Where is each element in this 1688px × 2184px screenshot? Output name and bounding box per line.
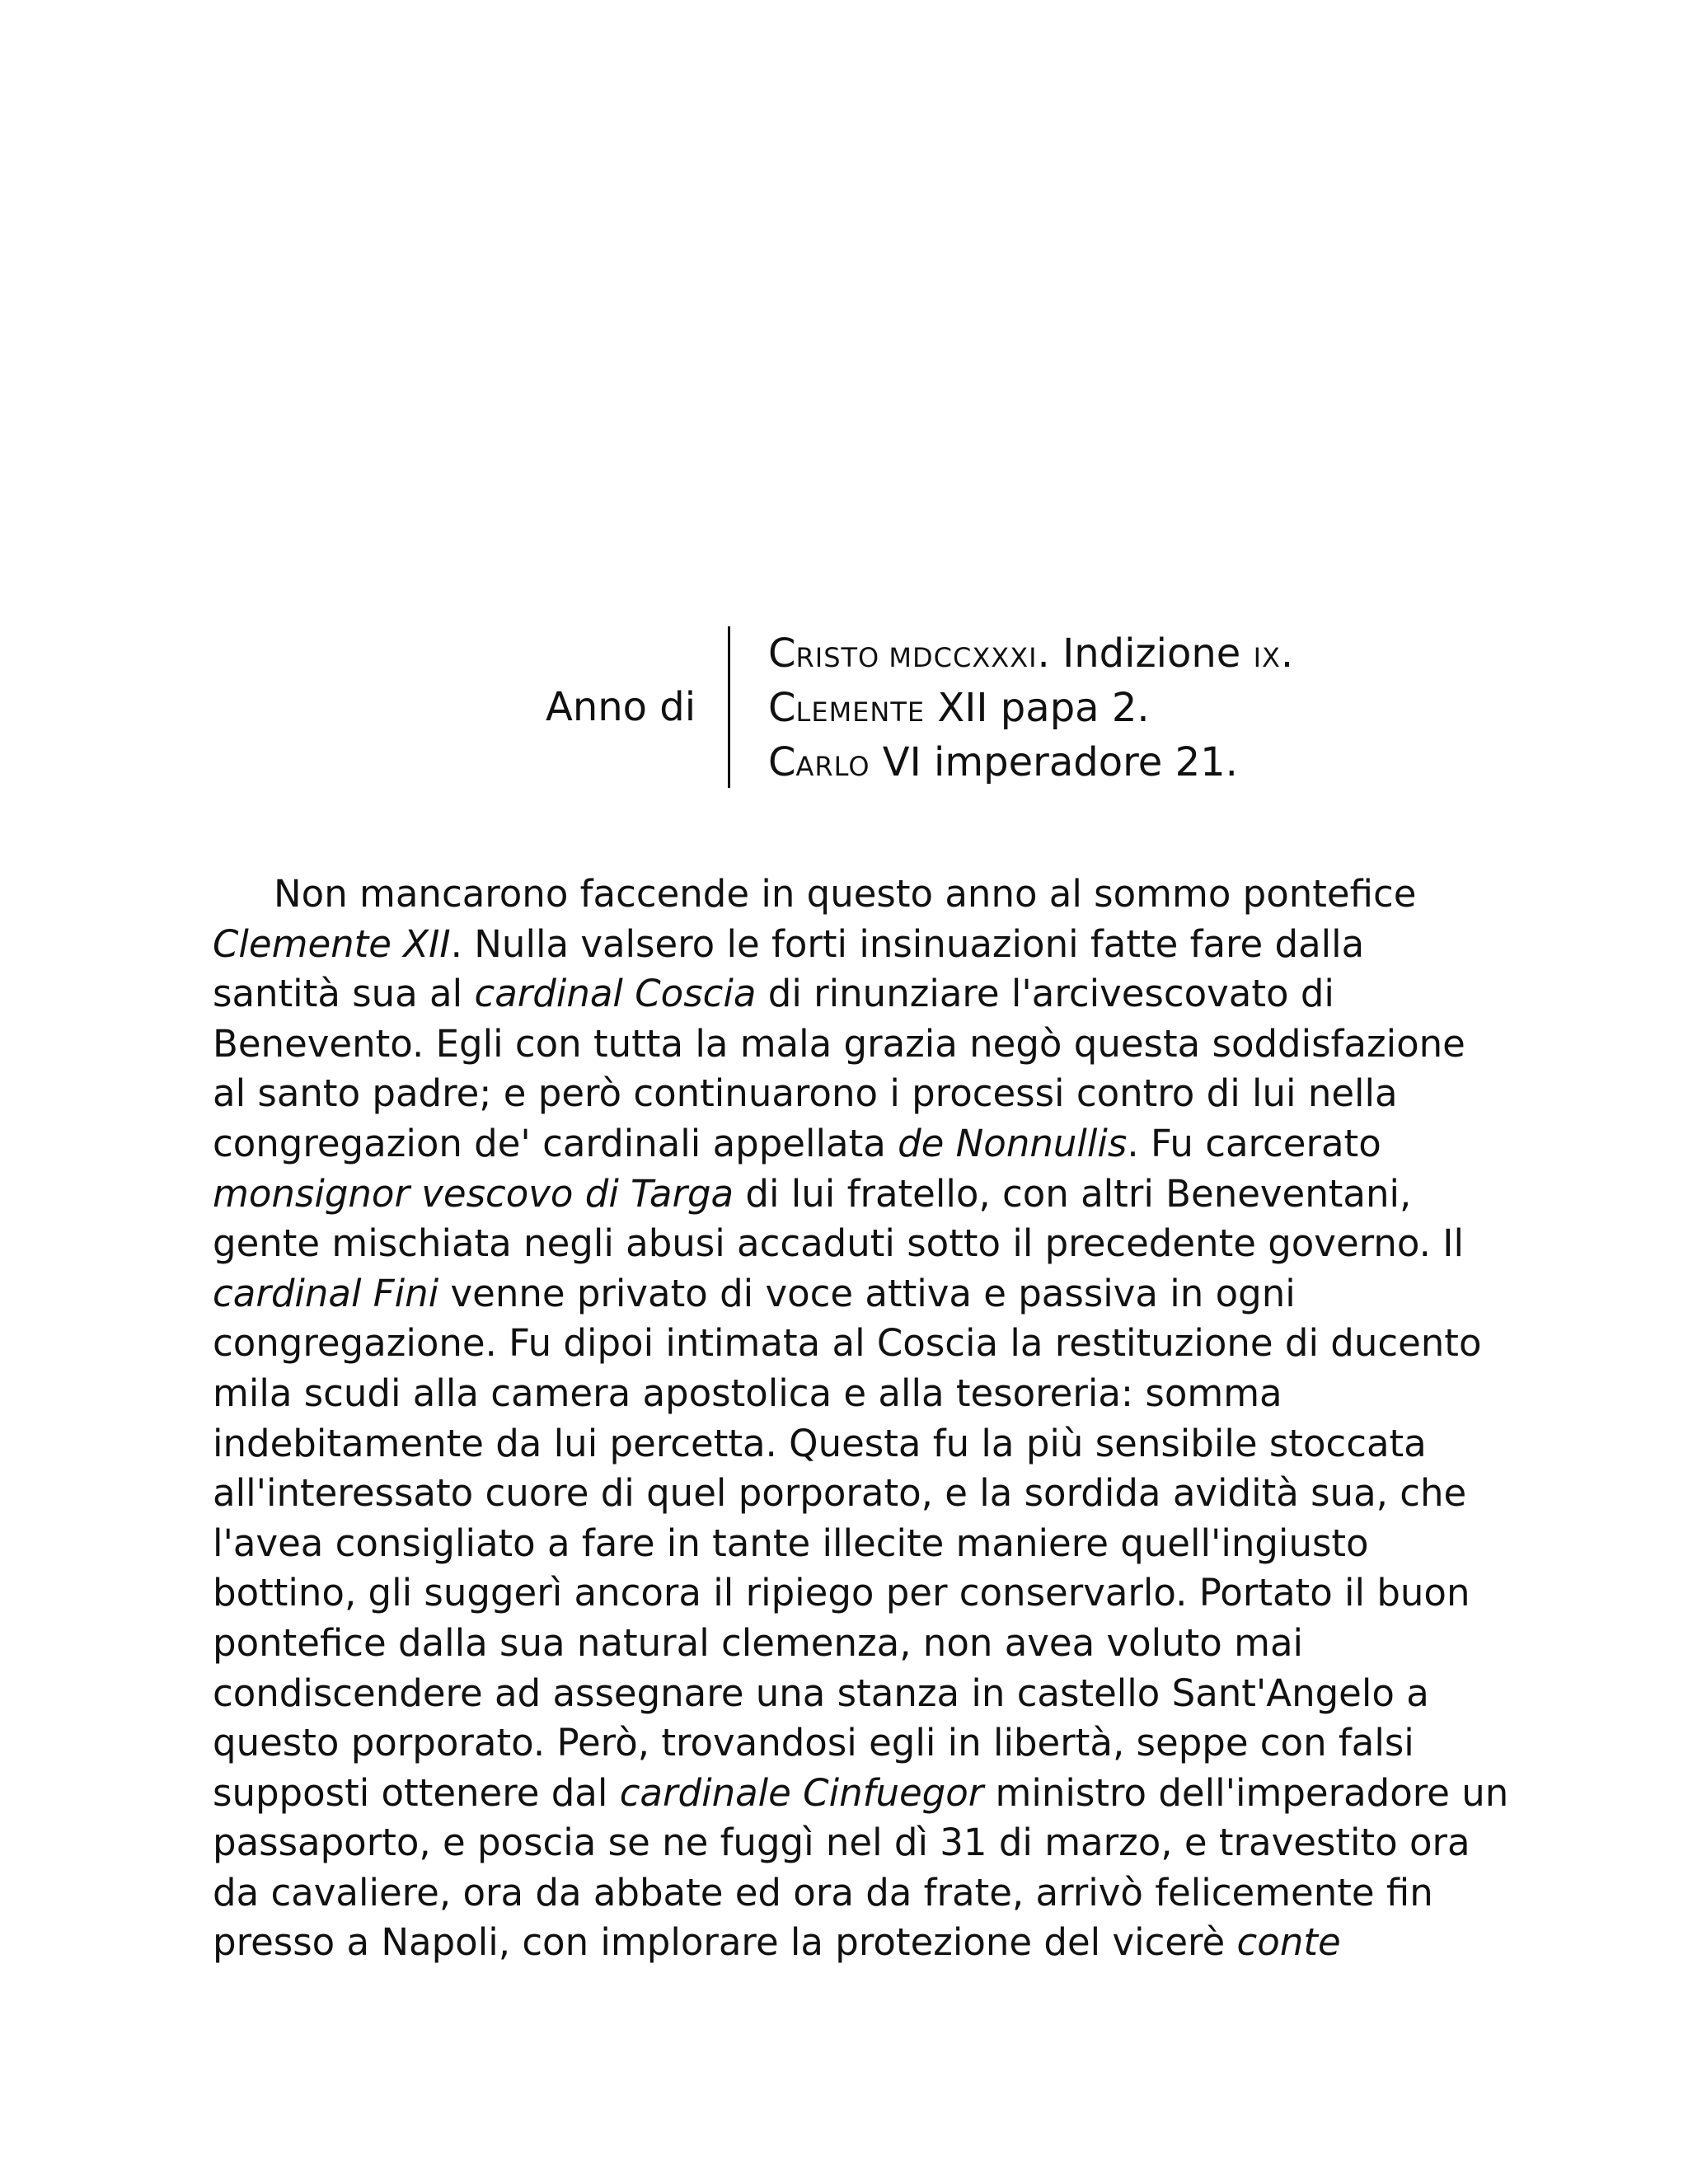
year-lines: [768, 626, 1293, 790]
text-line: cardinal Fini venne privato di voce attiva e passiva in ogni: [213, 1271, 1296, 1315]
text-line: da cavaliere, ora da abbate ed ora da frate, arrivò felicemente fin: [213, 1870, 1433, 1915]
year-line-clemente: CLEMENTE XII papa 2.: [768, 685, 1150, 731]
text-line: gente mischiata negli abusi accaduti sotto il precedente governo. Il: [213, 1221, 1464, 1266]
text-line: condiscendere ad assegnare una stanza in castello Sant'Angelo a: [213, 1671, 1429, 1715]
year-line-cristo: CRISTO MDCCXXXI. Indizione IX.: [768, 630, 1294, 677]
text-line: congregazione. Fu dipoi intimata al Coscia la restituzione di ducento: [213, 1321, 1482, 1366]
anno-label: Anno di: [546, 684, 696, 730]
year-line-carlo: CARLO VI imperadore 21.: [768, 739, 1238, 785]
text-line: congregazion de' cardinali appellata de Nonnullis. Fu carcerato: [213, 1121, 1381, 1165]
text-line: bottino, gli suggerì ancora il ripiego per conservarlo. Portato il buon: [213, 1571, 1470, 1615]
text-line: pontefice dalla sua natural clemenza, non avea voluto mai: [213, 1620, 1304, 1665]
text-line: passaporto, e poscia se ne fuggì nel dì 31 di marzo, e travestito ora: [213, 1821, 1470, 1865]
text-line: santità sua al cardinal Coscia di rinunziare l'arcivescovato di: [213, 972, 1334, 1016]
text-line: al santo padre; e però continuarono i processi contro di lui nella: [213, 1071, 1398, 1116]
text-line: supposti ottenere dal cardinale Cinfuegor ministro dell'imperadore un: [213, 1770, 1509, 1815]
text-line: mila scudi alla camera apostolica e alla tesoreria: somma: [213, 1371, 1282, 1415]
text-line: l'avea consigliato a fare in tante illecite maniere quell'ingiusto: [213, 1521, 1369, 1565]
text-line: all'interessato cuore di quel porporato, e la sordida avidità sua, che: [213, 1471, 1467, 1516]
year-header: [0, 626, 1688, 791]
text-line: indebitamente da lui percetta. Questa fu la più sensibile stoccata: [213, 1421, 1427, 1465]
body-paragraph: [213, 869, 1509, 1968]
text-line: Non mancarono faccende in questo anno al sommo pontefice: [274, 872, 1417, 916]
bracket-line: [728, 626, 730, 788]
text-line: Clemente XII. Nulla valsero le forti insinuazioni fatte fare dalla: [213, 921, 1365, 966]
text-line: questo porporato. Però, trovandosi egli in libertà, seppe con falsi: [213, 1721, 1414, 1765]
text-line: Benevento. Egli con tutta la mala grazia negò questa soddisfazione: [213, 1021, 1465, 1066]
text-line: presso a Napoli, con implorare la protezione del vicerè conte: [213, 1920, 1341, 1965]
text-line: monsignor vescovo di Targa di lui fratello, con altri Beneventani,: [213, 1171, 1412, 1216]
